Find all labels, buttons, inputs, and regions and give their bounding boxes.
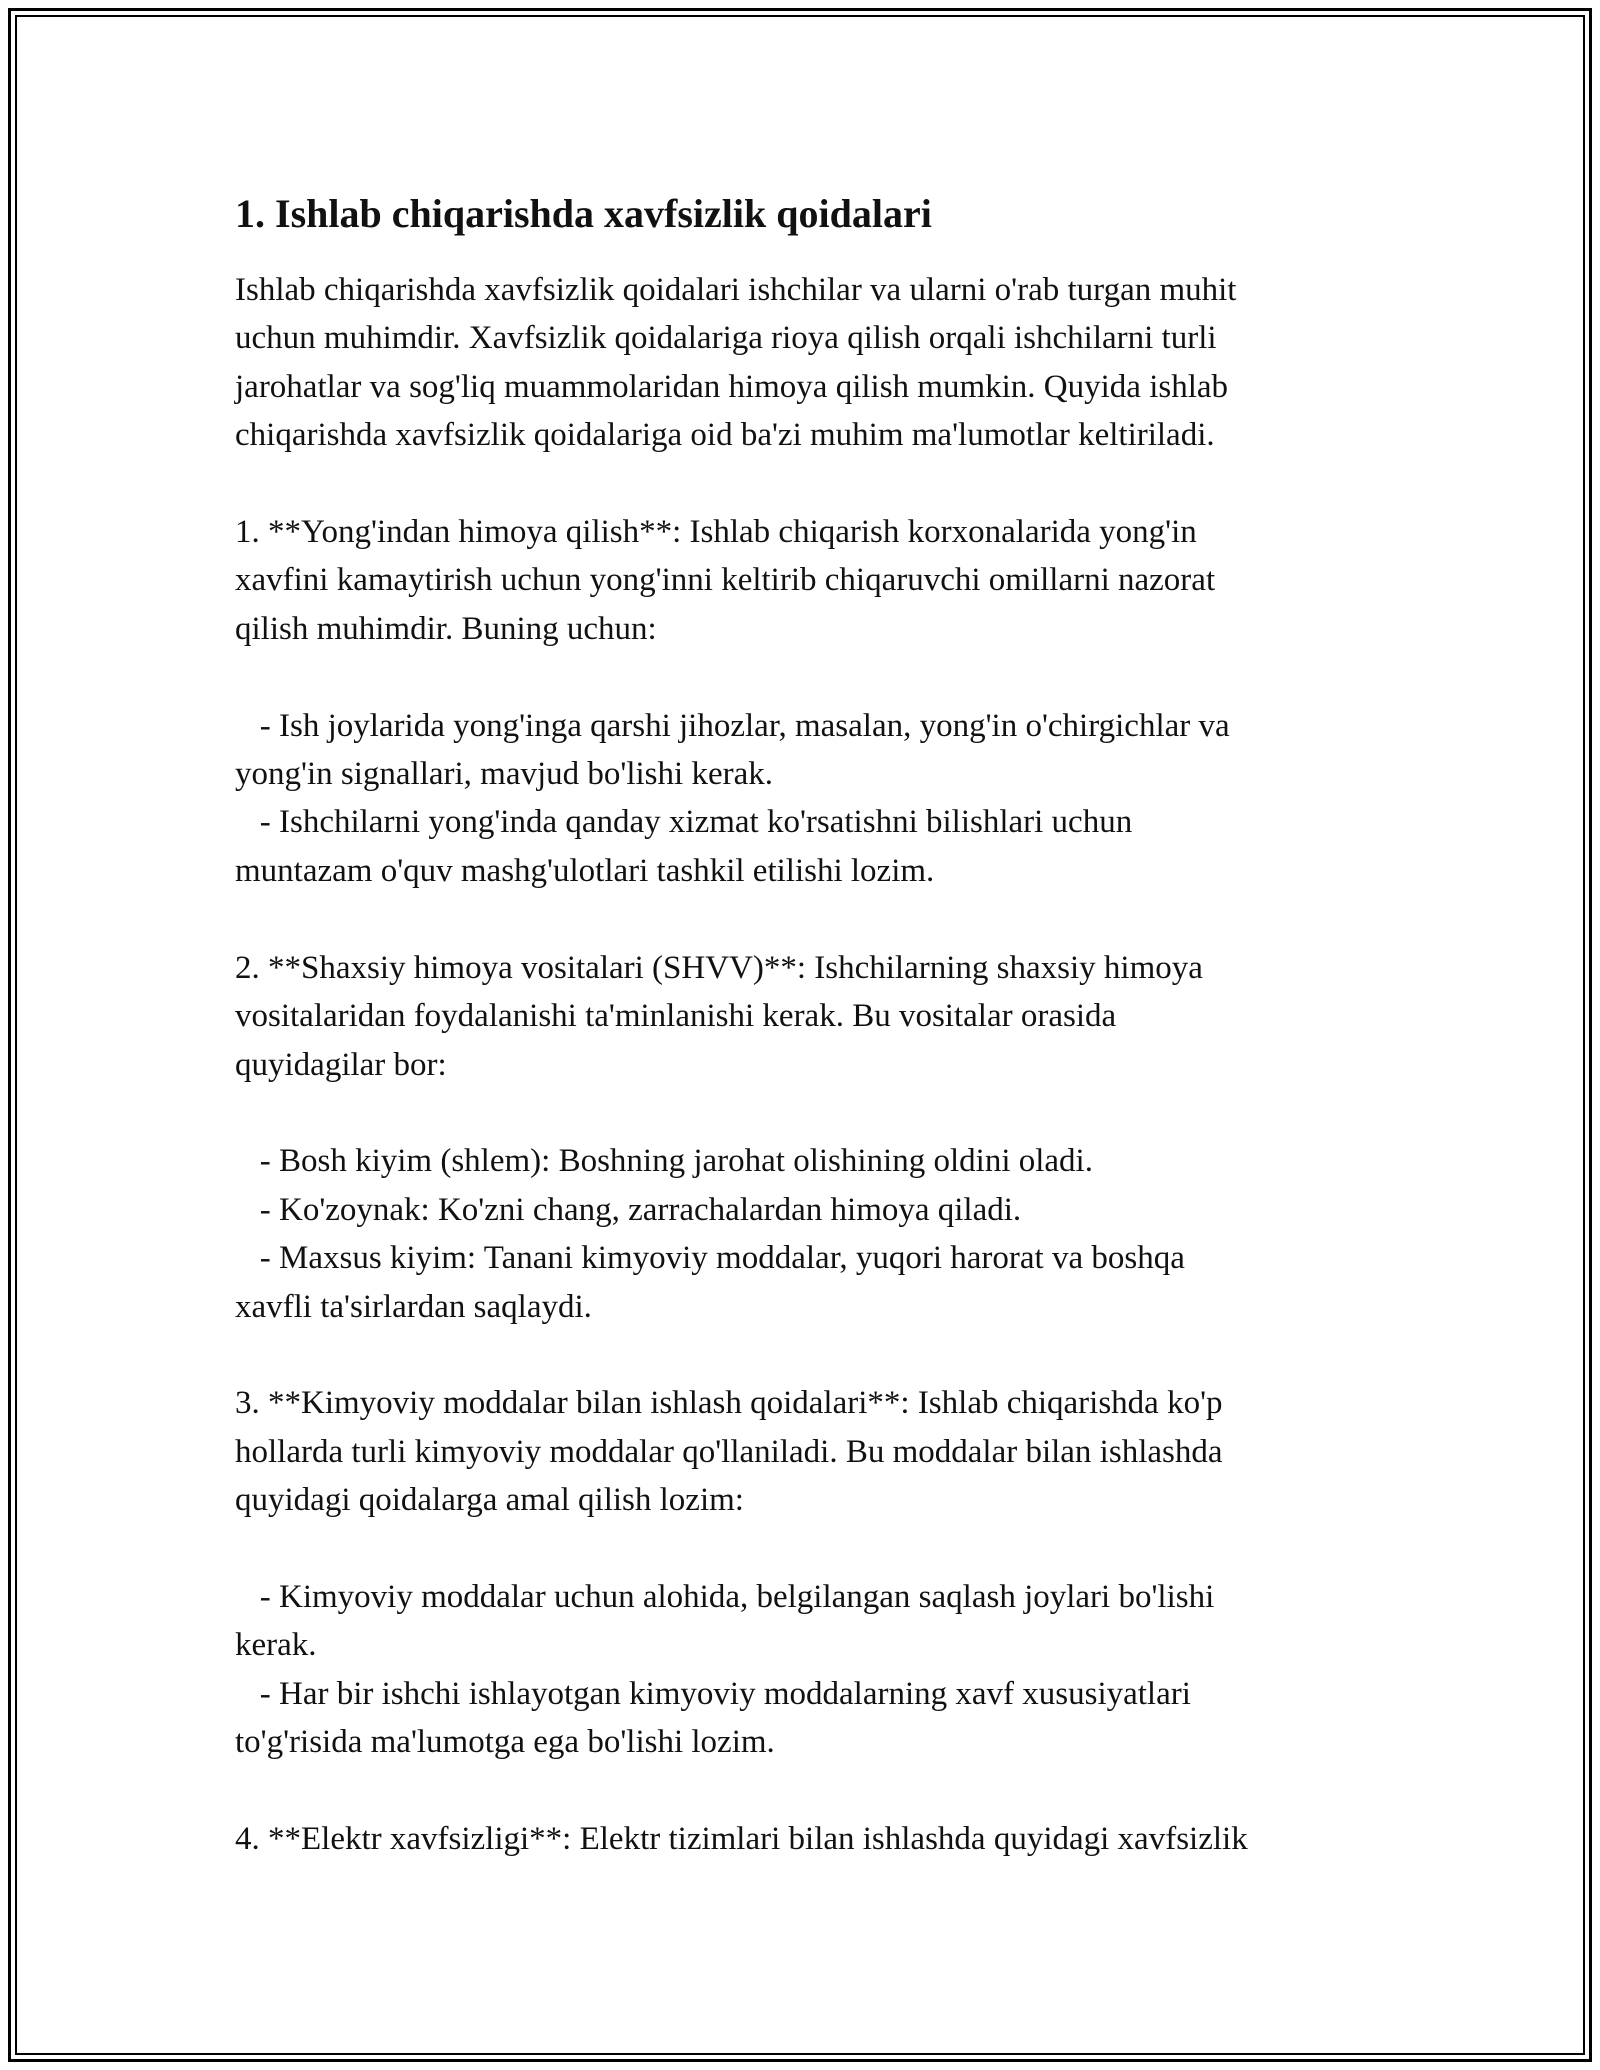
fire-protection-paragraph: 1. **Yong'indan himoya qilish**: Ishlab chiqarish korxonalarida yong'in xavfini kamaytirish uchun yong'inni keltirib chiqaruvchi omillarni nazorat qilish muhimdir. Buning uchun: (235, 514, 1216, 647)
electrical-safety-paragraph: 4. **Elektr xavfsizligi**: Elektr tizimlari bilan ishlashda quyidagi xavfsizlik (235, 1821, 1248, 1857)
intro-paragraph: Ishlab chiqarishda xavfsizlik qoidalari ishchilar va ularni o'rab turgan muhit uchun muhimdir. Xavfsizlik qoidalariga rioya qilish orqali ishchilarni turli jarohatlar va sog'liq muammolaridan himoya qilish mumkin. Quyida ishlab chiqarishda xavfsizlik qoidalariga oid ba'zi muhim ma'lumotlar keltiriladi. (235, 272, 1237, 454)
document-body (235, 188, 1385, 1863)
chemicals-list: - Kimyoviy moddalar uchun alohida, belgilangan saqlash joylari bo'lishi kerak. - Har bir ishchi ishlayotgan kimyoviy moddalarning xavf xususiyatlari to'g'risida ma'lumotga ega bo'lishi lozim. (235, 1578, 1215, 1761)
ppe-list: - Bosh kiyim (shlem): Boshning jarohat olishining oldini oladi. - Ko'zoynak: Ko'zni chang, zarrachalardan himoya qiladi. - Maxsus kiyim: Tanani kimyoviy moddalar, yuqori harorat va boshqa xavfli ta'sirlardan saqlaydi. (235, 1143, 1185, 1325)
fire-protection-list: - Ish joylarida yong'inga qarshi jihozlar, masalan, yong'in o'chirgichlar va yong'in signallari, mavjud bo'lishi kerak. - Ishchilarni yong'inda qanday xizmat ko'rsatishni bilishlari uchun muntazam o'quv mashg'ulotlari tashkil etilishi lozim. (235, 707, 1230, 889)
chemicals-paragraph: 3. **Kimyoviy moddalar bilan ishlash qoidalari**: Ishlab chiqarishda ko'p hollarda turli kimyoviy moddalar qo'llaniladi. Bu moddalar bilan ishlashda quyidagi qoidalarga amal qilish lozim: (235, 1385, 1223, 1519)
ppe-paragraph: 2. **Shaxsiy himoya vositalari (SHVV)**: Ishchilarning shaxsiy himoya vositalaridan foydalanishi ta'minlanishi kerak. Bu vositalar orasida quyidagilar bor: (235, 949, 1203, 1083)
section-heading: 1. Ishlab chiqarishda xavfsizlik qoidalari (235, 191, 932, 236)
